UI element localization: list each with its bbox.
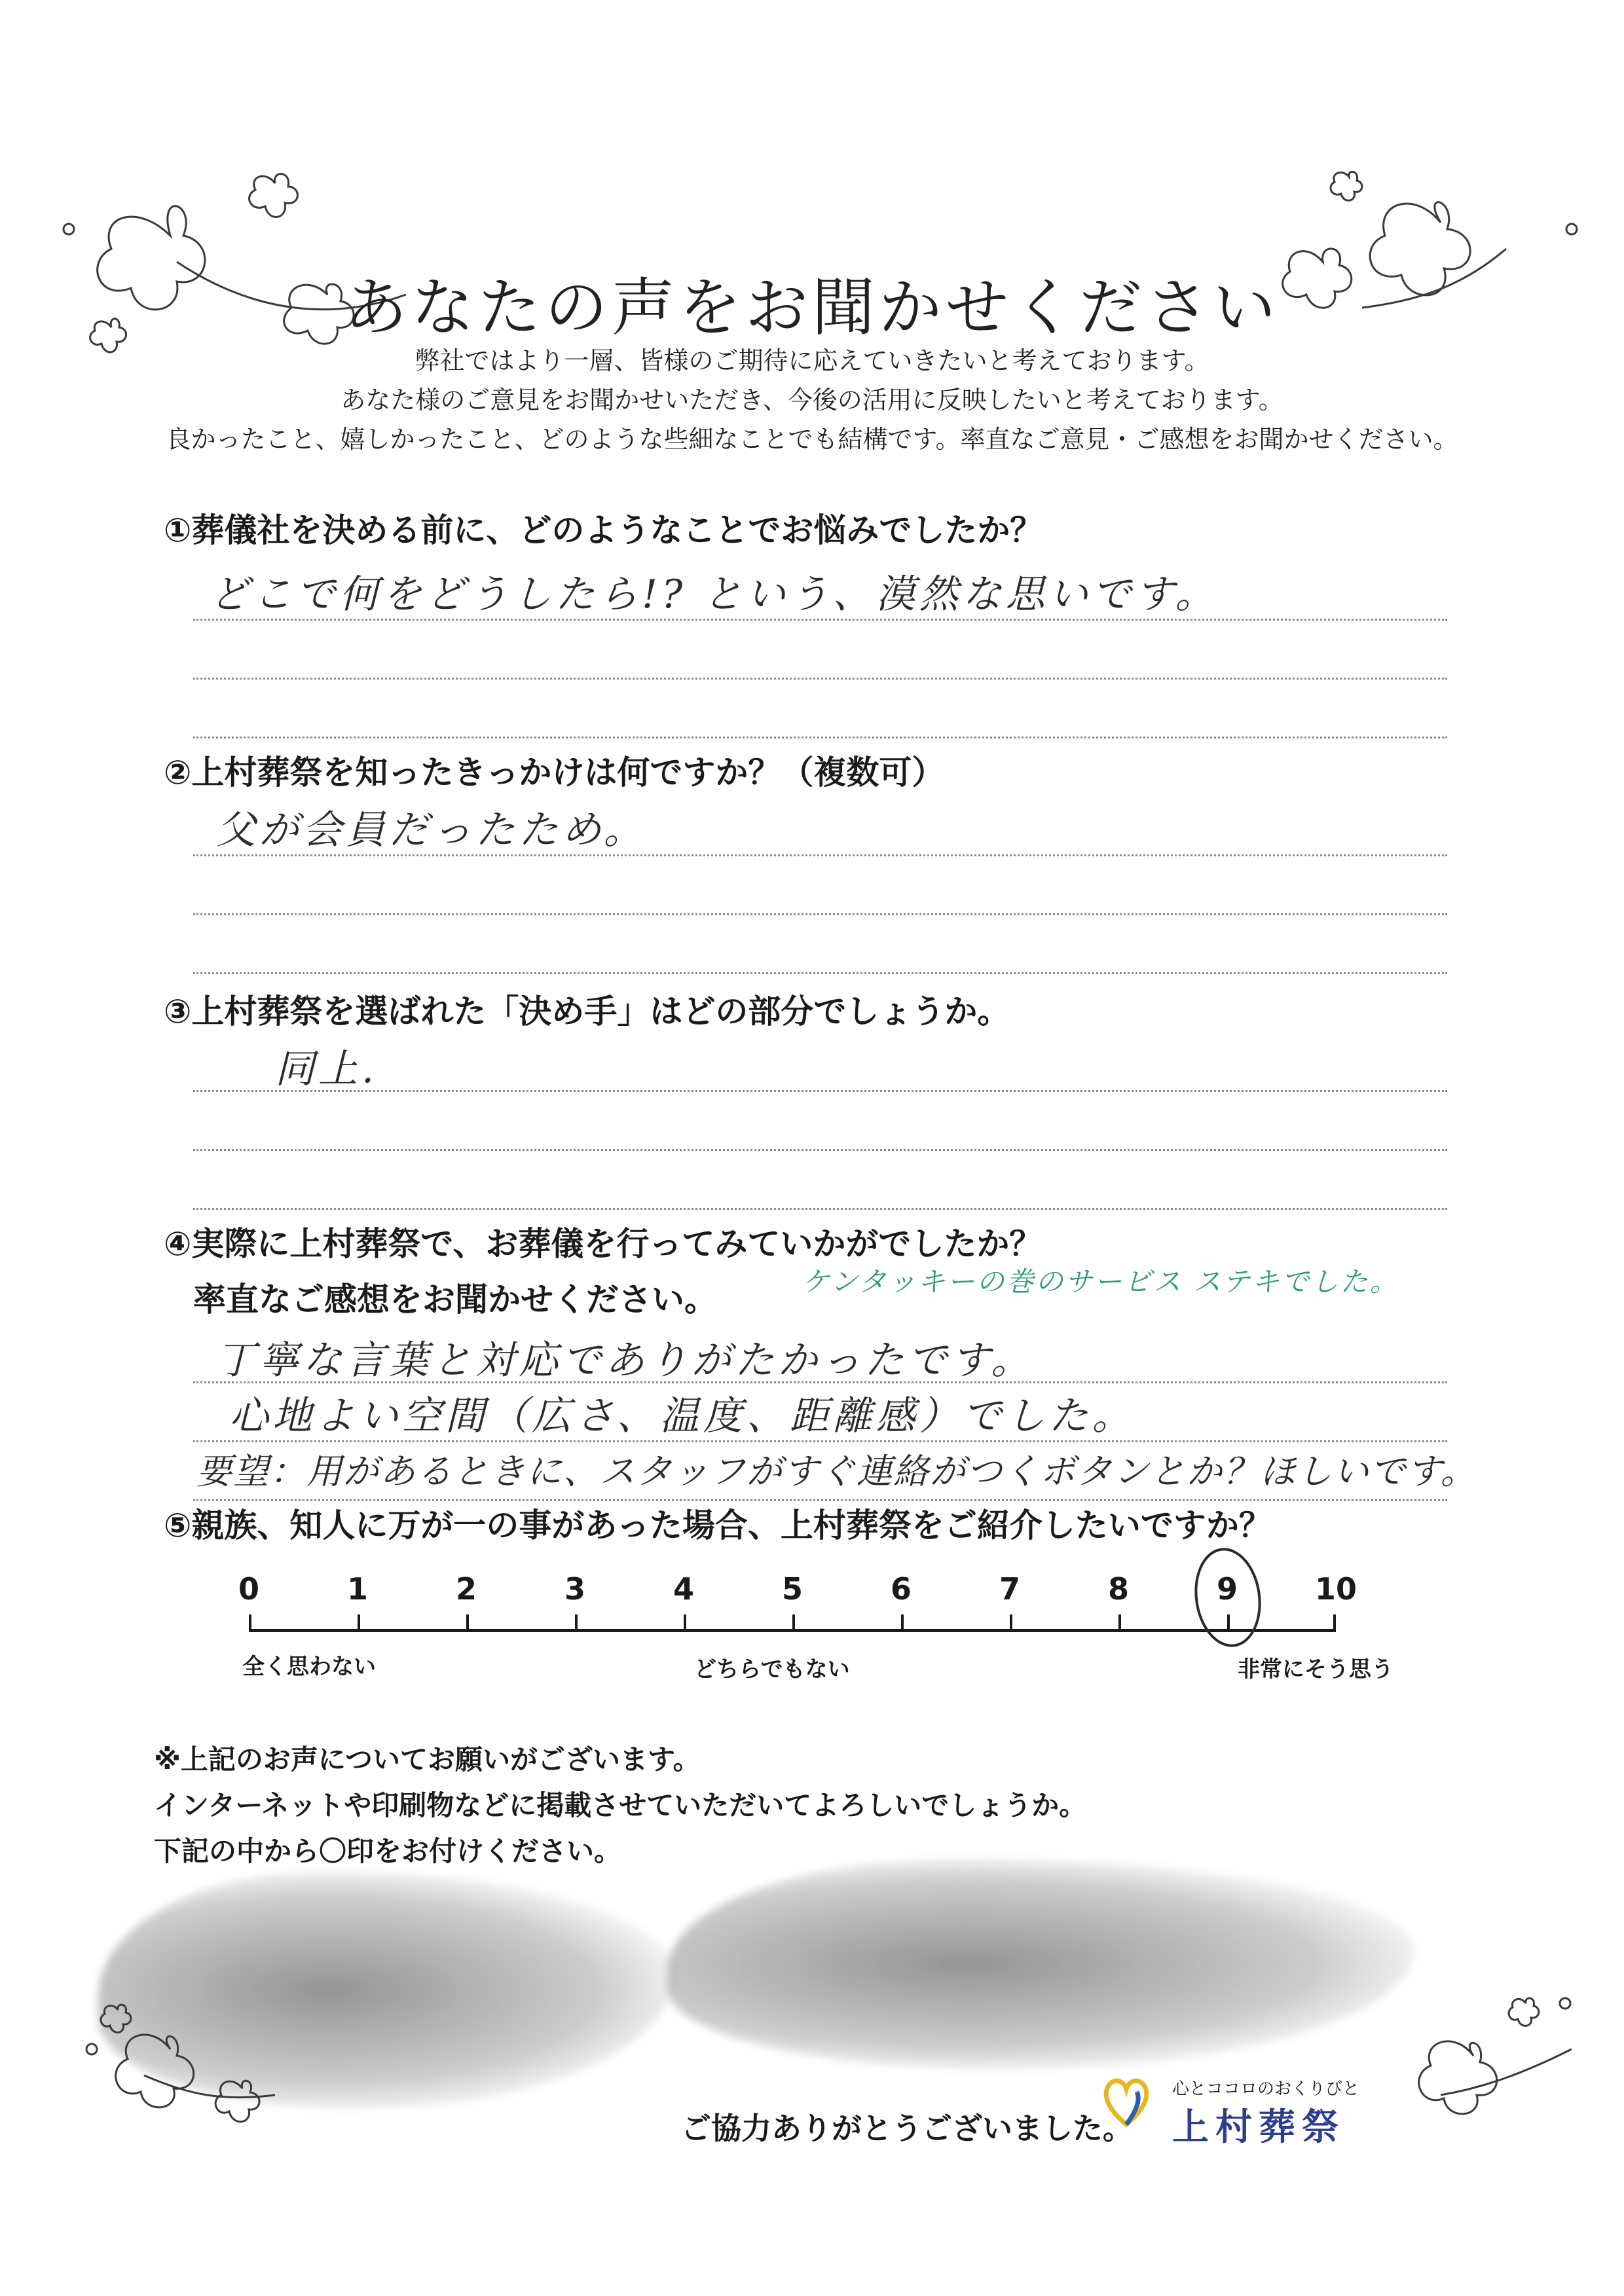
scale-tick <box>358 1614 360 1631</box>
selected-circle-mark <box>1192 1545 1264 1650</box>
notice-line-3: 下記の中から〇印をお付けください。 <box>154 1835 622 1867</box>
question-4-green-note: ケンタッキーの巻のサービス ステキでした。 <box>802 1266 1399 1298</box>
clover-decoration-bottom-right <box>1362 1977 1598 2134</box>
scale-tick <box>792 1614 795 1631</box>
scale-tick <box>575 1614 578 1631</box>
company-tagline: 心とココロのおくりびと <box>1172 2079 1360 2099</box>
notice-line-1: ※上記のお声についてお願いがございます。 <box>154 1743 701 1776</box>
intro-line-1: 弊社ではより一層、皆様のご期待に応えていきたいと考えております。 <box>415 346 1209 375</box>
question-3-label: ③上村葬祭を選ばれた「決め手」はどの部分でしょうか。 <box>164 993 1010 1030</box>
scale-number-5: 5 <box>781 1571 803 1607</box>
scale-number-1: 1 <box>346 1571 368 1607</box>
question-1-answer: どこで何をどうしたら!? という、漠然な思いです。 <box>210 572 1219 617</box>
answer-line <box>193 913 1447 915</box>
answer-line <box>193 1149 1447 1151</box>
scale-low-label: 全く思わない <box>242 1654 376 1680</box>
rating-scale <box>238 1571 1393 1702</box>
company-name: 上村葬祭 <box>1172 2106 1345 2149</box>
question-4-answer-1: 丁寧な言葉と対応でありがたかったです。 <box>216 1338 1035 1383</box>
scale-tick <box>466 1614 469 1631</box>
scale-number-2: 2 <box>455 1571 477 1607</box>
question-3-answer: 同上. <box>275 1046 378 1092</box>
answer-line <box>193 1381 1447 1383</box>
scale-high-label: 非常にそう思う <box>1238 1656 1393 1683</box>
scale-mid-label: どちらでもない <box>694 1656 850 1683</box>
intro-line-3: 良かったこと、嬉しかったこと、どのような些細なことでも結構です。率直なご意見・ご感想をお聞かせください。 <box>166 425 1458 454</box>
answer-line <box>193 737 1447 738</box>
answer-line <box>193 1090 1447 1092</box>
answer-line <box>193 678 1447 680</box>
question-4-answer-2: 心地よい空間（広さ、温度、距離感）でした。 <box>229 1393 1135 1439</box>
answer-line <box>193 1208 1447 1210</box>
clover-decoration-bottom-left <box>79 1971 301 2141</box>
answer-line <box>193 854 1447 856</box>
answer-line <box>193 1440 1447 1442</box>
scale-number-10: 10 <box>1314 1571 1357 1607</box>
question-5-label: ⑤親族、知人に万が一の事があった場合、上村葬祭をご紹介したいですか？ <box>164 1506 1272 1544</box>
scale-tick <box>249 1614 251 1631</box>
scale-number-7: 7 <box>999 1571 1020 1607</box>
scale-number-3: 3 <box>564 1571 585 1607</box>
question-1-label: ①葬儀社を決める前に、どのようなことでお悩みでしたか？ <box>164 511 1043 549</box>
scale-number-0: 0 <box>238 1571 259 1607</box>
scale-number-9: 9 <box>1216 1571 1238 1607</box>
company-logo-icon <box>1100 2072 1153 2131</box>
scale-tick <box>684 1614 686 1631</box>
question-4-answer-3: 要望：用があるときに、スタッフがすぐ連絡がつくボタンとか？ほしいです。 <box>196 1451 1477 1492</box>
scale-tick <box>1118 1614 1121 1631</box>
scale-number-4: 4 <box>673 1571 694 1607</box>
scale-tick <box>901 1614 904 1631</box>
intro-line-2: あなた様のご意見をお聞かせいただき、今後の活用に反映したいと考えております。 <box>341 386 1283 414</box>
notice-line-2: インターネットや印刷物などに掲載させていただいてよろしいでしょうか。 <box>154 1789 1087 1821</box>
scale-tick <box>1333 1614 1336 1631</box>
scale-tick <box>1010 1614 1012 1631</box>
question-4-sublabel: 率直なご感想をお聞かせください。 <box>193 1281 717 1319</box>
question-2-answer: 父が会員だったため。 <box>216 807 647 853</box>
thanks-message: ご協力ありがとうございました。 <box>681 2111 1133 2146</box>
answer-line <box>193 619 1447 621</box>
scale-number-6: 6 <box>890 1571 912 1607</box>
answer-line <box>193 972 1447 974</box>
question-2-label: ②上村葬祭を知ったきっかけは何ですか？（複数可） <box>164 754 945 792</box>
question-4-label: ④実際に上村葬祭で、お葬儀を行ってみていかがでしたか？ <box>164 1225 1043 1263</box>
scale-number-8: 8 <box>1107 1571 1129 1607</box>
page-title: あなたの声をお聞かせください <box>344 271 1280 345</box>
redacted-area-right <box>668 1859 1414 2069</box>
